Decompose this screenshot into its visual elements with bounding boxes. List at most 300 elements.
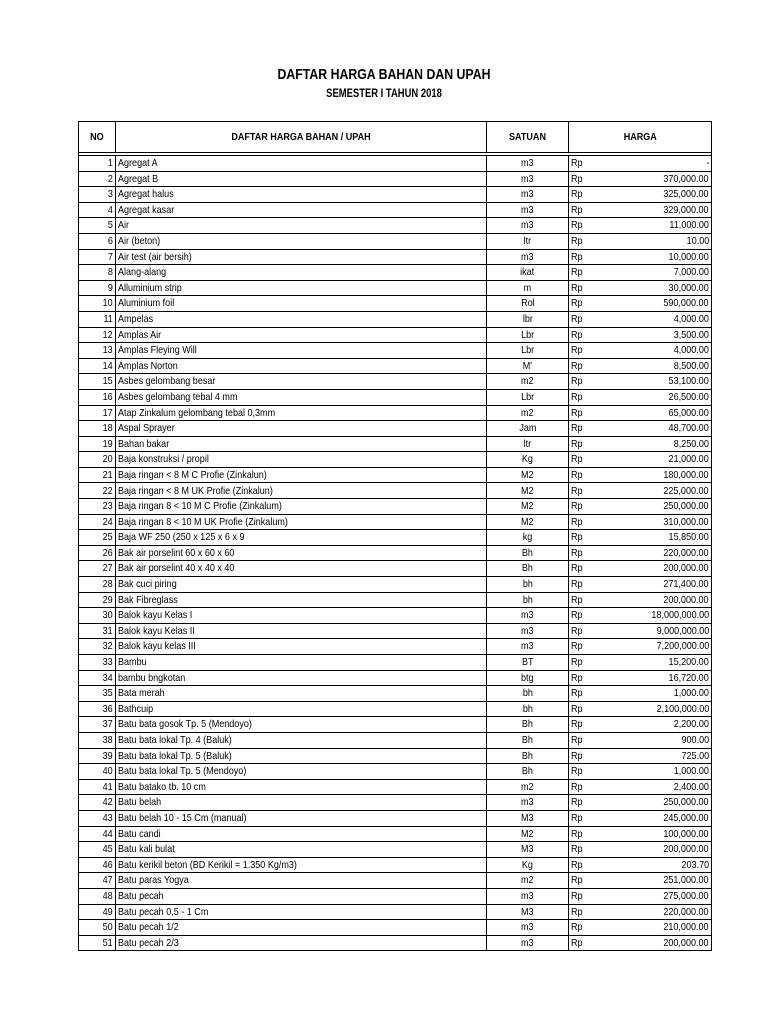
item-unit: m bbox=[487, 280, 569, 296]
currency-label: Rp bbox=[569, 686, 591, 702]
item-unit: Bh bbox=[487, 748, 569, 764]
item-price: 100,000.00 bbox=[591, 826, 712, 842]
item-name: Batu pecah 2/3 bbox=[116, 935, 487, 951]
currency-label: Rp bbox=[569, 717, 591, 733]
table-row bbox=[79, 592, 712, 608]
item-price: 30,000.00 bbox=[591, 280, 712, 296]
table-row bbox=[79, 748, 712, 764]
currency-label: Rp bbox=[569, 904, 591, 920]
item-name: Bak Fibreglass bbox=[116, 592, 487, 608]
table-row bbox=[79, 218, 712, 234]
item-unit: m3 bbox=[487, 888, 569, 904]
row-number: 4 bbox=[79, 202, 116, 218]
table-row bbox=[79, 655, 712, 671]
item-name: Atap Zinkalum gelombang tebal 0,3mm bbox=[116, 405, 487, 421]
item-name: Asbes gelombang besar bbox=[116, 374, 487, 390]
item-price: 48,700.00 bbox=[591, 421, 712, 437]
table-row bbox=[79, 514, 712, 530]
item-name: Bahan bakar bbox=[116, 436, 487, 452]
row-number: 50 bbox=[79, 920, 116, 936]
item-unit: M' bbox=[487, 358, 569, 374]
item-name: Batu pecah 0,5 - 1 Cm bbox=[116, 904, 487, 920]
table-row bbox=[79, 530, 712, 546]
row-number: 49 bbox=[79, 904, 116, 920]
item-price: 53,100.00 bbox=[591, 374, 712, 390]
row-number: 21 bbox=[79, 467, 116, 483]
item-price: 250,000.00 bbox=[591, 795, 712, 811]
currency-label: Rp bbox=[569, 857, 591, 873]
item-unit: Kg bbox=[487, 857, 569, 873]
item-name: Ampelas bbox=[116, 311, 487, 327]
currency-label: Rp bbox=[569, 156, 591, 172]
item-price: 2,400.00 bbox=[591, 779, 712, 795]
item-name: Batu batako tb. 10 cm bbox=[116, 779, 487, 795]
item-name: Batu candi bbox=[116, 826, 487, 842]
item-name: Amplas Fleying Will bbox=[116, 343, 487, 359]
item-price: 900.00 bbox=[591, 732, 712, 748]
item-name: Agregat B bbox=[116, 171, 487, 187]
item-unit: m2 bbox=[487, 779, 569, 795]
table-row bbox=[79, 732, 712, 748]
row-number: 19 bbox=[79, 436, 116, 452]
item-unit: Bh bbox=[487, 717, 569, 733]
item-name: Agregat kasar bbox=[116, 202, 487, 218]
item-name: Baja WF 250 (250 x 125 x 6 x 9 bbox=[116, 530, 487, 546]
column-header-unit: SATUAN bbox=[487, 122, 569, 153]
currency-label: Rp bbox=[569, 421, 591, 437]
item-price: 18,000,000.00 bbox=[591, 608, 712, 624]
item-unit: ltr bbox=[487, 233, 569, 249]
item-unit: m2 bbox=[487, 873, 569, 889]
item-unit: bh bbox=[487, 686, 569, 702]
table-row bbox=[79, 249, 712, 265]
currency-label: Rp bbox=[569, 187, 591, 203]
item-name: Baja ringan < 8 M C Profie (Zinkalun) bbox=[116, 467, 487, 483]
currency-label: Rp bbox=[569, 327, 591, 343]
item-unit: m3 bbox=[487, 249, 569, 265]
table-row bbox=[79, 483, 712, 499]
table-row bbox=[79, 873, 712, 889]
item-unit: bh bbox=[487, 577, 569, 593]
item-unit: m2 bbox=[487, 374, 569, 390]
currency-label: Rp bbox=[569, 358, 591, 374]
currency-label: Rp bbox=[569, 608, 591, 624]
item-unit: m2 bbox=[487, 405, 569, 421]
item-name: Bathcuip bbox=[116, 701, 487, 717]
row-number: 51 bbox=[79, 935, 116, 951]
currency-label: Rp bbox=[569, 467, 591, 483]
currency-label: Rp bbox=[569, 592, 591, 608]
row-number: 2 bbox=[79, 171, 116, 187]
item-unit: m3 bbox=[487, 608, 569, 624]
row-number: 29 bbox=[79, 592, 116, 608]
row-number: 36 bbox=[79, 701, 116, 717]
item-price: 15,850.00 bbox=[591, 530, 712, 546]
row-number: 40 bbox=[79, 764, 116, 780]
row-number: 25 bbox=[79, 530, 116, 546]
table-row bbox=[79, 436, 712, 452]
row-number: 42 bbox=[79, 795, 116, 811]
item-unit: kg bbox=[487, 530, 569, 546]
item-price: 251,000.00 bbox=[591, 873, 712, 889]
item-unit: Lbr bbox=[487, 343, 569, 359]
item-unit: M2 bbox=[487, 499, 569, 515]
table-row bbox=[79, 686, 712, 702]
item-price: 26,500.00 bbox=[591, 389, 712, 405]
item-unit: BT bbox=[487, 655, 569, 671]
item-price: 2,200.00 bbox=[591, 717, 712, 733]
table-row bbox=[79, 826, 712, 842]
table-row bbox=[79, 842, 712, 858]
item-price: 65,000.00 bbox=[591, 405, 712, 421]
currency-label: Rp bbox=[569, 764, 591, 780]
currency-label: Rp bbox=[569, 732, 591, 748]
item-name: Batu bata lokal Tp. 5 (Baluk) bbox=[116, 748, 487, 764]
item-price: 725.00 bbox=[591, 748, 712, 764]
table-row bbox=[79, 421, 712, 437]
item-name: Balok kayu Kelas I bbox=[116, 608, 487, 624]
table-row bbox=[79, 888, 712, 904]
currency-label: Rp bbox=[569, 655, 591, 671]
item-name: Agregat A bbox=[116, 156, 487, 172]
item-price: 8,500.00 bbox=[591, 358, 712, 374]
currency-label: Rp bbox=[569, 561, 591, 577]
item-price: 3,500.00 bbox=[591, 327, 712, 343]
item-price: 4,000.00 bbox=[591, 343, 712, 359]
item-unit: m3 bbox=[487, 623, 569, 639]
currency-label: Rp bbox=[569, 405, 591, 421]
item-unit: Jam bbox=[487, 421, 569, 437]
item-unit: M3 bbox=[487, 842, 569, 858]
item-price: 225,000.00 bbox=[591, 483, 712, 499]
item-unit: M2 bbox=[487, 826, 569, 842]
currency-label: Rp bbox=[569, 935, 591, 951]
row-number: 32 bbox=[79, 639, 116, 655]
item-name: Batu bata gosok Tp. 5 (Mendoyo) bbox=[116, 717, 487, 733]
currency-label: Rp bbox=[569, 171, 591, 187]
item-name: Batu belah bbox=[116, 795, 487, 811]
row-number: 23 bbox=[79, 499, 116, 515]
table-row bbox=[79, 935, 712, 951]
row-number: 16 bbox=[79, 389, 116, 405]
item-price: 250,000.00 bbox=[591, 499, 712, 515]
table-row bbox=[79, 171, 712, 187]
item-name: Baja ringan 8 < 10 M UK Profie (Zinkalum) bbox=[116, 514, 487, 530]
currency-label: Rp bbox=[569, 499, 591, 515]
item-price: 200,000.00 bbox=[591, 935, 712, 951]
table-row bbox=[79, 187, 712, 203]
table-row bbox=[79, 452, 712, 468]
table-row bbox=[79, 358, 712, 374]
currency-label: Rp bbox=[569, 826, 591, 842]
row-number: 47 bbox=[79, 873, 116, 889]
item-unit: Lbr bbox=[487, 389, 569, 405]
currency-label: Rp bbox=[569, 483, 591, 499]
price-table bbox=[78, 121, 712, 951]
item-price: - bbox=[591, 156, 712, 172]
item-name: Batu kali bulat bbox=[116, 842, 487, 858]
row-number: 22 bbox=[79, 483, 116, 499]
item-price: 4,000.00 bbox=[591, 311, 712, 327]
table-row bbox=[79, 577, 712, 593]
item-unit: M2 bbox=[487, 483, 569, 499]
item-unit: Bh bbox=[487, 545, 569, 561]
item-price: 7,200,000.00 bbox=[591, 639, 712, 655]
item-price: 180,000.00 bbox=[591, 467, 712, 483]
item-name: Batu paras Yogya bbox=[116, 873, 487, 889]
table-row bbox=[79, 561, 712, 577]
item-name: Alluminium strip bbox=[116, 280, 487, 296]
page-title: DAFTAR HARGA BAHAN DAN UPAH bbox=[277, 66, 491, 83]
item-price: 16,720.00 bbox=[591, 670, 712, 686]
row-number: 35 bbox=[79, 686, 116, 702]
item-unit: Bh bbox=[487, 732, 569, 748]
table-row bbox=[79, 920, 712, 936]
currency-label: Rp bbox=[569, 810, 591, 826]
item-price: 15,200.00 bbox=[591, 655, 712, 671]
row-number: 34 bbox=[79, 670, 116, 686]
item-price: 21,000.00 bbox=[591, 452, 712, 468]
row-number: 30 bbox=[79, 608, 116, 624]
item-price: 271,400.00 bbox=[591, 577, 712, 593]
item-name: Air test (air bersih) bbox=[116, 249, 487, 265]
table-row bbox=[79, 389, 712, 405]
currency-label: Rp bbox=[569, 545, 591, 561]
item-price: 200,000.00 bbox=[591, 592, 712, 608]
currency-label: Rp bbox=[569, 577, 591, 593]
currency-label: Rp bbox=[569, 280, 591, 296]
item-name: Baja konstruksi / propil bbox=[116, 452, 487, 468]
item-price: 210,000.00 bbox=[591, 920, 712, 936]
item-unit: Lbr bbox=[487, 327, 569, 343]
item-name: Aspal Sprayer bbox=[116, 421, 487, 437]
item-name: Balok kayu Kelas II bbox=[116, 623, 487, 639]
table-row bbox=[79, 764, 712, 780]
table-row bbox=[79, 265, 712, 281]
item-price: 275,000.00 bbox=[591, 888, 712, 904]
table-row bbox=[79, 670, 712, 686]
currency-label: Rp bbox=[569, 623, 591, 639]
row-number: 28 bbox=[79, 577, 116, 593]
currency-label: Rp bbox=[569, 296, 591, 312]
row-number: 26 bbox=[79, 545, 116, 561]
item-unit: m3 bbox=[487, 187, 569, 203]
row-number: 1 bbox=[79, 156, 116, 172]
column-header-price: HARGA bbox=[569, 122, 712, 153]
item-price: 370,000.00 bbox=[591, 171, 712, 187]
item-unit: m3 bbox=[487, 156, 569, 172]
currency-label: Rp bbox=[569, 530, 591, 546]
item-unit: Rol bbox=[487, 296, 569, 312]
table-row bbox=[79, 202, 712, 218]
item-name: bambu bngkotan bbox=[116, 670, 487, 686]
table-row bbox=[79, 639, 712, 655]
item-name: Alang-alang bbox=[116, 265, 487, 281]
currency-label: Rp bbox=[569, 389, 591, 405]
item-unit: m3 bbox=[487, 171, 569, 187]
item-unit: lbr bbox=[487, 311, 569, 327]
column-header-no: NO bbox=[79, 122, 116, 153]
table-row bbox=[79, 343, 712, 359]
row-number: 31 bbox=[79, 623, 116, 639]
currency-label: Rp bbox=[569, 249, 591, 265]
item-price: 200,000.00 bbox=[591, 842, 712, 858]
item-price: 245,000.00 bbox=[591, 810, 712, 826]
item-name: Batu bata lokal Tp. 4 (Baluk) bbox=[116, 732, 487, 748]
currency-label: Rp bbox=[569, 670, 591, 686]
table-row bbox=[79, 327, 712, 343]
item-name: Bak air porselint 60 x 60 x 60 bbox=[116, 545, 487, 561]
item-price: 11,000.00 bbox=[591, 218, 712, 234]
item-price: 10.00 bbox=[591, 233, 712, 249]
item-name: Batu belah 10 - 15 Cm (manual) bbox=[116, 810, 487, 826]
item-unit: bh bbox=[487, 592, 569, 608]
table-row bbox=[79, 467, 712, 483]
table-row bbox=[79, 156, 712, 172]
currency-label: Rp bbox=[569, 779, 591, 795]
table-row bbox=[79, 701, 712, 717]
row-number: 37 bbox=[79, 717, 116, 733]
table-header-row bbox=[79, 122, 712, 153]
currency-label: Rp bbox=[569, 218, 591, 234]
row-number: 33 bbox=[79, 655, 116, 671]
item-price: 1,000.00 bbox=[591, 686, 712, 702]
currency-label: Rp bbox=[569, 514, 591, 530]
item-price: 325,000.00 bbox=[591, 187, 712, 203]
item-name: Air (beton) bbox=[116, 233, 487, 249]
currency-label: Rp bbox=[569, 452, 591, 468]
item-unit: Bh bbox=[487, 561, 569, 577]
item-price: 590,000.00 bbox=[591, 296, 712, 312]
item-name: Bak air porselint 40 x 40 x 40 bbox=[116, 561, 487, 577]
table-row bbox=[79, 545, 712, 561]
item-unit: M2 bbox=[487, 467, 569, 483]
currency-label: Rp bbox=[569, 639, 591, 655]
item-price: 8,250.00 bbox=[591, 436, 712, 452]
table-row bbox=[79, 717, 712, 733]
item-price: 10,000.00 bbox=[591, 249, 712, 265]
table-row bbox=[79, 280, 712, 296]
item-unit: btg bbox=[487, 670, 569, 686]
row-number: 13 bbox=[79, 343, 116, 359]
row-number: 7 bbox=[79, 249, 116, 265]
table-row bbox=[79, 296, 712, 312]
table-row bbox=[79, 499, 712, 515]
item-name: Bak cuci piring bbox=[116, 577, 487, 593]
currency-label: Rp bbox=[569, 748, 591, 764]
row-number: 5 bbox=[79, 218, 116, 234]
item-name: Amplas Air bbox=[116, 327, 487, 343]
item-price: 310,000.00 bbox=[591, 514, 712, 530]
currency-label: Rp bbox=[569, 343, 591, 359]
currency-label: Rp bbox=[569, 202, 591, 218]
currency-label: Rp bbox=[569, 842, 591, 858]
row-number: 6 bbox=[79, 233, 116, 249]
item-unit: m3 bbox=[487, 218, 569, 234]
item-unit: bh bbox=[487, 701, 569, 717]
row-number: 20 bbox=[79, 452, 116, 468]
item-price: 7,000.00 bbox=[591, 265, 712, 281]
row-number: 8 bbox=[79, 265, 116, 281]
currency-label: Rp bbox=[569, 701, 591, 717]
item-unit: m3 bbox=[487, 935, 569, 951]
item-name: Batu kerikil beton (BD Kerikil = 1.350 Kg/m3) bbox=[116, 857, 487, 873]
currency-label: Rp bbox=[569, 265, 591, 281]
table-row bbox=[79, 779, 712, 795]
table-row bbox=[79, 857, 712, 873]
item-name: Bambu bbox=[116, 655, 487, 671]
currency-label: Rp bbox=[569, 311, 591, 327]
row-number: 17 bbox=[79, 405, 116, 421]
row-number: 18 bbox=[79, 421, 116, 437]
currency-label: Rp bbox=[569, 795, 591, 811]
row-number: 12 bbox=[79, 327, 116, 343]
item-unit: ikat bbox=[487, 265, 569, 281]
item-price: 329,000.00 bbox=[591, 202, 712, 218]
currency-label: Rp bbox=[569, 873, 591, 889]
table-row bbox=[79, 311, 712, 327]
item-unit: Kg bbox=[487, 452, 569, 468]
item-name: Baja ringan 8 < 10 M C Profie (Zinkalum) bbox=[116, 499, 487, 515]
item-name: Air bbox=[116, 218, 487, 234]
item-name: Agregat halus bbox=[116, 187, 487, 203]
item-name: Amplas Norton bbox=[116, 358, 487, 374]
table-row bbox=[79, 810, 712, 826]
table-row bbox=[79, 405, 712, 421]
column-header-name: DAFTAR HARGA BAHAN / UPAH bbox=[116, 122, 487, 153]
row-number: 48 bbox=[79, 888, 116, 904]
item-name: Batu pecah bbox=[116, 888, 487, 904]
page-subtitle: SEMESTER I TAHUN 2018 bbox=[326, 88, 442, 100]
item-name: Asbes gelombang tebal 4 mm bbox=[116, 389, 487, 405]
row-number: 27 bbox=[79, 561, 116, 577]
currency-label: Rp bbox=[569, 374, 591, 390]
row-number: 44 bbox=[79, 826, 116, 842]
row-number: 45 bbox=[79, 842, 116, 858]
item-price: 2,100,000.00 bbox=[591, 701, 712, 717]
table-row bbox=[79, 374, 712, 390]
row-number: 43 bbox=[79, 810, 116, 826]
item-unit: M3 bbox=[487, 810, 569, 826]
item-name: Aluminium foil bbox=[116, 296, 487, 312]
item-name: Balok kayu kelas III bbox=[116, 639, 487, 655]
row-number: 41 bbox=[79, 779, 116, 795]
currency-label: Rp bbox=[569, 233, 591, 249]
table-row bbox=[79, 795, 712, 811]
item-unit: ltr bbox=[487, 436, 569, 452]
item-price: 220,000.00 bbox=[591, 545, 712, 561]
item-price: 1,000.00 bbox=[591, 764, 712, 780]
item-unit: m3 bbox=[487, 202, 569, 218]
row-number: 11 bbox=[79, 311, 116, 327]
item-unit: Bh bbox=[487, 764, 569, 780]
row-number: 9 bbox=[79, 280, 116, 296]
row-number: 14 bbox=[79, 358, 116, 374]
table-row bbox=[79, 233, 712, 249]
row-number: 10 bbox=[79, 296, 116, 312]
item-unit: M2 bbox=[487, 514, 569, 530]
table-row bbox=[79, 623, 712, 639]
item-unit: m3 bbox=[487, 795, 569, 811]
item-name: Baja ringan < 8 M UK Profie (Zinkalun) bbox=[116, 483, 487, 499]
item-price: 203.70 bbox=[591, 857, 712, 873]
table-row bbox=[79, 608, 712, 624]
item-unit: m3 bbox=[487, 920, 569, 936]
row-number: 46 bbox=[79, 857, 116, 873]
row-number: 3 bbox=[79, 187, 116, 203]
currency-label: Rp bbox=[569, 920, 591, 936]
item-price: 9,000,000.00 bbox=[591, 623, 712, 639]
